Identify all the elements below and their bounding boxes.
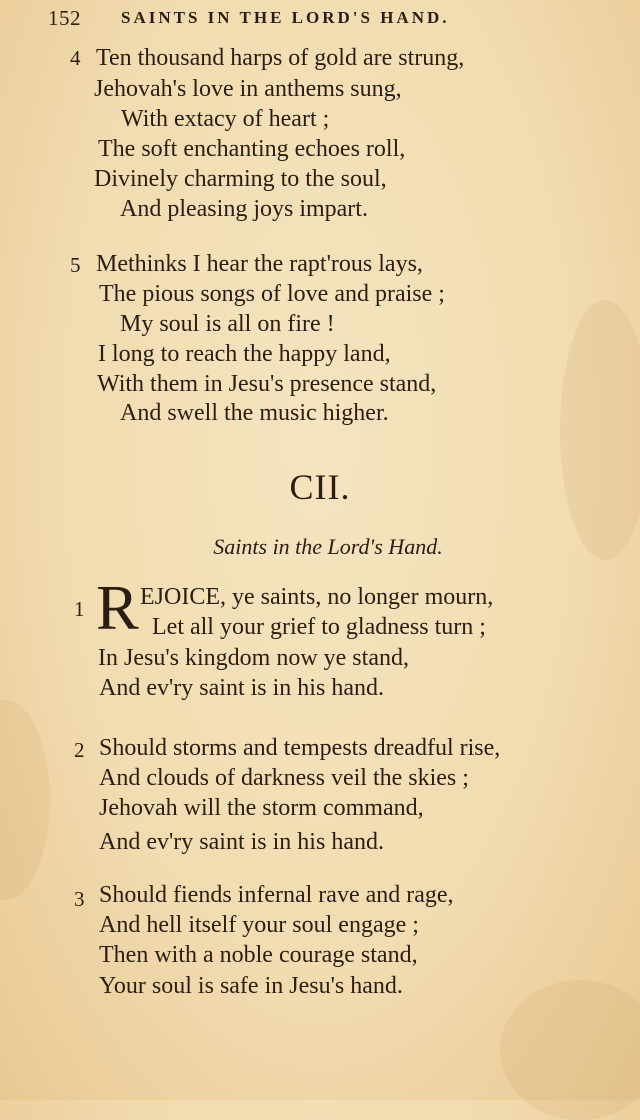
verse-line: Ten thousand harps of gold are strung, — [96, 45, 465, 71]
verse-line: With them in Jesu's presence stand, — [97, 371, 437, 397]
verse-line: And ev'ry saint is in his hand. — [99, 675, 384, 701]
hymn-title: Saints in the Lord's Hand. — [213, 534, 443, 559]
verse-line: Divinely charming to the soul, — [94, 166, 387, 192]
verse-line: Jehovah will the storm command, — [99, 795, 424, 821]
verse-number: 2 — [74, 738, 85, 762]
verse-line: Jehovah's love in anthems sung, — [94, 76, 402, 102]
verse-line: Should storms and tempests dreadful rise, — [99, 735, 501, 761]
verse-line: And ev'ry saint is in his hand. — [99, 829, 384, 855]
verse-line: Then with a noble courage stand, — [99, 942, 418, 968]
verse-line: My soul is all on fire ! — [120, 311, 335, 337]
verse-line: Should fiends infernal rave and rage, — [99, 882, 454, 908]
verse-line: And clouds of darkness veil the skies ; — [99, 765, 469, 791]
verse-line: I long to reach the happy land, — [98, 341, 391, 367]
verse-line: In Jesu's kingdom now ye stand, — [98, 645, 409, 671]
hymn-number: CII. — [289, 467, 351, 507]
verse-line: Let all your grief to gladness turn ; — [152, 614, 486, 640]
verse-line: And hell itself your soul engage ; — [99, 912, 419, 938]
verse-line: And swell the music higher. — [120, 400, 389, 426]
verse-line: With extacy of heart ; — [121, 106, 330, 132]
verse-number: 1 — [74, 597, 85, 621]
verse-line: The soft enchanting echoes roll, — [98, 136, 406, 162]
drop-cap: R — [96, 572, 139, 643]
verse-number: 5 — [70, 253, 81, 277]
running-title: SAINTS IN THE LORD'S HAND. — [121, 8, 450, 27]
verse-line: And pleasing joys impart. — [120, 196, 368, 222]
verse-line: Methinks I hear the rapt'rous lays, — [96, 251, 423, 277]
page-number: 152 — [48, 5, 81, 30]
verse-line: Your soul is safe in Jesu's hand. — [99, 973, 403, 999]
verse-line: The pious songs of love and praise ; — [99, 281, 445, 307]
verse-number: 3 — [74, 887, 85, 911]
verse-number: 4 — [70, 46, 81, 70]
verse-line: EJOICE, ye saints, no longer mourn, — [140, 584, 494, 610]
page-header — [48, 4, 608, 32]
